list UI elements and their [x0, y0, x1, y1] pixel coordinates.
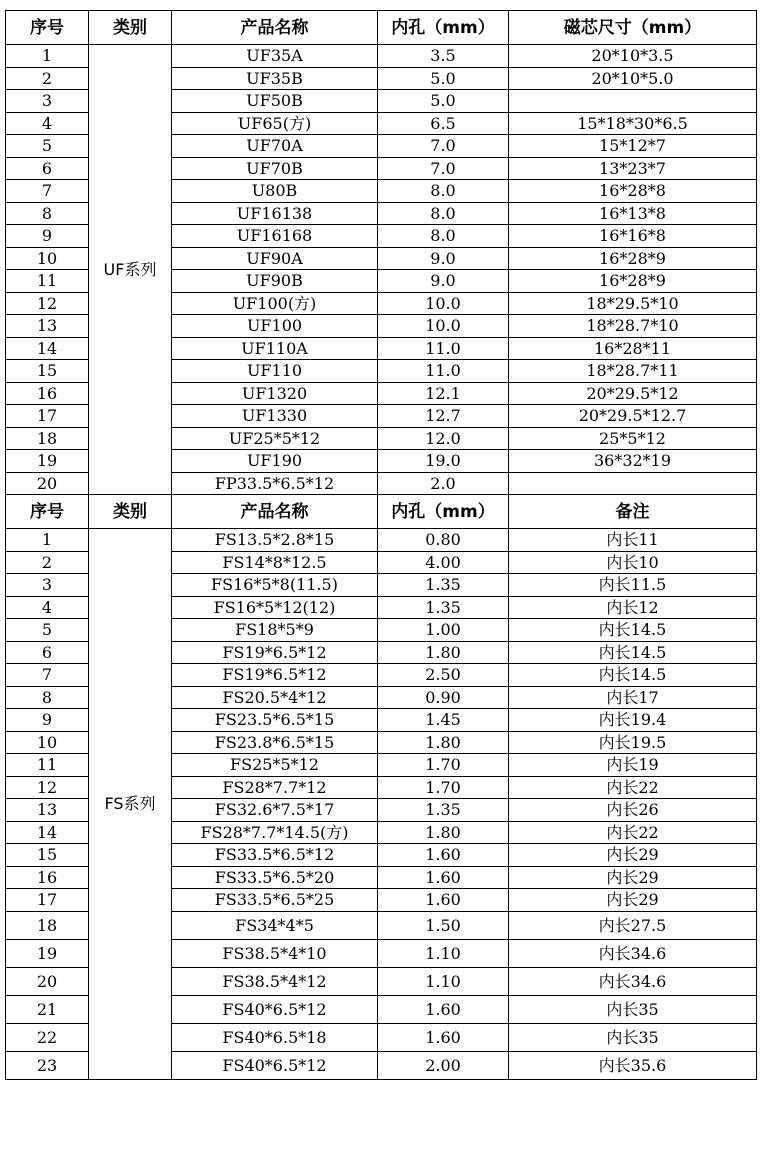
row-number-cell: 1	[6, 45, 89, 68]
bore-cell: 1.35	[378, 799, 509, 822]
product-name-cell: FS14*8*12.5	[172, 552, 378, 574]
row-number-cell: 2	[6, 68, 89, 90]
row-number-cell: 14	[6, 338, 89, 360]
product-name-cell: UF65(方)	[172, 113, 378, 135]
row-number-cell: 8	[6, 687, 89, 709]
extra-cell: 内长34.6	[509, 940, 757, 968]
column-header: 序号	[6, 11, 89, 45]
bore-cell: 1.60	[378, 844, 509, 867]
row-number-cell: 10	[6, 732, 89, 754]
row-number-cell: 6	[6, 158, 89, 180]
product-name-cell: FS32.6*7.5*17	[172, 799, 378, 822]
row-number-cell: 7	[6, 180, 89, 203]
bore-cell: 5.0	[378, 68, 509, 90]
bore-cell: 2.50	[378, 664, 509, 687]
row-number-cell: 18	[6, 428, 89, 450]
column-header: 类别	[89, 495, 172, 529]
product-name-cell: FS33.5*6.5*12	[172, 844, 378, 867]
product-name-cell: FS19*6.5*12	[172, 664, 378, 687]
product-name-cell: FS38.5*4*12	[172, 968, 378, 996]
product-name-cell: UF35A	[172, 45, 378, 68]
product-name-cell: FS19*6.5*12	[172, 642, 378, 664]
column-header: 产品名称	[172, 11, 378, 45]
bore-cell: 3.5	[378, 45, 509, 68]
extra-cell: 16*28*9	[509, 248, 757, 270]
extra-cell: 内长29	[509, 889, 757, 912]
extra-cell: 内长17	[509, 687, 757, 709]
bore-cell: 4.00	[378, 552, 509, 574]
bore-cell: 1.80	[378, 822, 509, 844]
extra-cell: 内长27.5	[509, 912, 757, 940]
bore-cell: 7.0	[378, 158, 509, 180]
bore-cell: 7.0	[378, 135, 509, 158]
extra-cell: 内长22	[509, 777, 757, 799]
row-number-cell: 5	[6, 619, 89, 642]
extra-cell: 内长35	[509, 996, 757, 1024]
extra-cell: 内长29	[509, 867, 757, 889]
header-row	[6, 495, 757, 529]
bore-cell: 0.90	[378, 687, 509, 709]
product-name-cell: FS33.5*6.5*20	[172, 867, 378, 889]
row-number-cell: 3	[6, 90, 89, 113]
table-row	[6, 529, 757, 552]
row-number-cell: 16	[6, 383, 89, 405]
product-name-cell: FS40*6.5*12	[172, 996, 378, 1024]
extra-cell: 20*29.5*12.7	[509, 405, 757, 428]
row-number-cell: 2	[6, 552, 89, 574]
bore-cell: 9.0	[378, 270, 509, 293]
row-number-cell: 6	[6, 642, 89, 664]
row-number-cell: 9	[6, 709, 89, 732]
column-header: 备注	[509, 495, 757, 529]
product-name-cell: UF90B	[172, 270, 378, 293]
extra-cell: 内长35	[509, 1024, 757, 1052]
row-number-cell: 15	[6, 360, 89, 383]
bore-cell: 0.80	[378, 529, 509, 552]
product-name-cell: UF70A	[172, 135, 378, 158]
extra-cell: 15*12*7	[509, 135, 757, 158]
product-name-cell: UF100(方)	[172, 293, 378, 315]
bore-cell: 1.60	[378, 867, 509, 889]
product-name-cell: FS13.5*2.8*15	[172, 529, 378, 552]
bore-cell: 8.0	[378, 225, 509, 248]
row-number-cell: 9	[6, 225, 89, 248]
extra-cell: 内长11	[509, 529, 757, 552]
bore-cell: 1.50	[378, 912, 509, 940]
product-name-cell: UF70B	[172, 158, 378, 180]
extra-cell: 16*28*11	[509, 338, 757, 360]
category-cell: FS系列	[89, 529, 172, 1080]
product-name-cell: UF100	[172, 315, 378, 338]
bore-cell: 1.60	[378, 996, 509, 1024]
extra-cell: 内长19.4	[509, 709, 757, 732]
product-name-cell: UF16168	[172, 225, 378, 248]
extra-cell: 18*29.5*10	[509, 293, 757, 315]
product-name-cell: FP33.5*6.5*12	[172, 473, 378, 495]
extra-cell: 内长14.5	[509, 664, 757, 687]
row-number-cell: 17	[6, 889, 89, 912]
row-number-cell: 12	[6, 777, 89, 799]
bore-cell: 12.1	[378, 383, 509, 405]
bore-cell: 8.0	[378, 203, 509, 225]
product-name-cell: FS28*7.7*14.5(方)	[172, 822, 378, 844]
row-number-cell: 22	[6, 1024, 89, 1052]
bore-cell: 1.35	[378, 597, 509, 619]
row-number-cell: 17	[6, 405, 89, 428]
bore-cell: 6.5	[378, 113, 509, 135]
extra-cell: 36*32*19	[509, 450, 757, 473]
product-name-cell: UF110	[172, 360, 378, 383]
row-number-cell: 11	[6, 754, 89, 777]
bore-cell: 1.00	[378, 619, 509, 642]
row-number-cell: 23	[6, 1052, 89, 1080]
bore-cell: 10.0	[378, 293, 509, 315]
bore-cell: 12.7	[378, 405, 509, 428]
extra-cell: 内长22	[509, 822, 757, 844]
column-header: 产品名称	[172, 495, 378, 529]
category-cell: UF系列	[89, 45, 172, 495]
bore-cell: 2.0	[378, 473, 509, 495]
column-header: 类别	[89, 11, 172, 45]
product-name-cell: FS20.5*4*12	[172, 687, 378, 709]
bore-cell: 11.0	[378, 338, 509, 360]
extra-cell	[509, 90, 757, 113]
product-name-cell: U80B	[172, 180, 378, 203]
product-name-cell: FS40*6.5*18	[172, 1024, 378, 1052]
extra-cell: 内长34.6	[509, 968, 757, 996]
product-name-cell: UF90A	[172, 248, 378, 270]
bore-cell: 5.0	[378, 90, 509, 113]
extra-cell: 20*10*3.5	[509, 45, 757, 68]
row-number-cell: 13	[6, 799, 89, 822]
extra-cell: 内长11.5	[509, 574, 757, 597]
row-number-cell: 13	[6, 315, 89, 338]
extra-cell: 内长14.5	[509, 619, 757, 642]
extra-cell: 内长19	[509, 754, 757, 777]
row-number-cell: 5	[6, 135, 89, 158]
extra-cell: 20*10*5.0	[509, 68, 757, 90]
product-name-cell: UF110A	[172, 338, 378, 360]
product-name-cell: UF190	[172, 450, 378, 473]
table-row	[6, 45, 757, 68]
extra-cell: 16*28*9	[509, 270, 757, 293]
product-name-cell: FS34*4*5	[172, 912, 378, 940]
row-number-cell: 11	[6, 270, 89, 293]
column-header: 序号	[6, 495, 89, 529]
product-name-cell: FS23.5*6.5*15	[172, 709, 378, 732]
bore-cell: 1.70	[378, 754, 509, 777]
product-table	[5, 10, 757, 1080]
row-number-cell: 4	[6, 597, 89, 619]
product-name-cell: UF16138	[172, 203, 378, 225]
product-name-cell: FS40*6.5*12	[172, 1052, 378, 1080]
bore-cell: 12.0	[378, 428, 509, 450]
extra-cell: 内长29	[509, 844, 757, 867]
bore-cell: 1.80	[378, 732, 509, 754]
extra-cell: 13*23*7	[509, 158, 757, 180]
bore-cell: 10.0	[378, 315, 509, 338]
bore-cell: 1.35	[378, 574, 509, 597]
extra-cell: 内长19.5	[509, 732, 757, 754]
row-number-cell: 14	[6, 822, 89, 844]
extra-cell: 18*28.7*10	[509, 315, 757, 338]
row-number-cell: 19	[6, 940, 89, 968]
extra-cell: 25*5*12	[509, 428, 757, 450]
row-number-cell: 15	[6, 844, 89, 867]
column-header: 磁芯尺寸（mm）	[509, 11, 757, 45]
header-row	[6, 11, 757, 45]
row-number-cell: 10	[6, 248, 89, 270]
row-number-cell: 16	[6, 867, 89, 889]
row-number-cell: 8	[6, 203, 89, 225]
bore-cell: 1.80	[378, 642, 509, 664]
bore-cell: 19.0	[378, 450, 509, 473]
bore-cell: 11.0	[378, 360, 509, 383]
extra-cell: 16*16*8	[509, 225, 757, 248]
product-name-cell: UF1320	[172, 383, 378, 405]
extra-cell: 内长35.6	[509, 1052, 757, 1080]
extra-cell	[509, 473, 757, 495]
product-name-cell: UF50B	[172, 90, 378, 113]
row-number-cell: 20	[6, 968, 89, 996]
bore-cell: 1.70	[378, 777, 509, 799]
product-name-cell: FS38.5*4*10	[172, 940, 378, 968]
bore-cell: 1.10	[378, 940, 509, 968]
extra-cell: 20*29.5*12	[509, 383, 757, 405]
row-number-cell: 20	[6, 473, 89, 495]
bore-cell: 1.60	[378, 1024, 509, 1052]
extra-cell: 16*28*8	[509, 180, 757, 203]
extra-cell: 18*28.7*11	[509, 360, 757, 383]
product-name-cell: FS25*5*12	[172, 754, 378, 777]
bore-cell: 2.00	[378, 1052, 509, 1080]
product-name-cell: UF35B	[172, 68, 378, 90]
product-name-cell: FS18*5*9	[172, 619, 378, 642]
extra-cell: 内长14.5	[509, 642, 757, 664]
product-name-cell: UF25*5*12	[172, 428, 378, 450]
extra-cell: 内长12	[509, 597, 757, 619]
bore-cell: 1.45	[378, 709, 509, 732]
row-number-cell: 19	[6, 450, 89, 473]
product-name-cell: FS16*5*12(12)	[172, 597, 378, 619]
extra-cell: 16*13*8	[509, 203, 757, 225]
row-number-cell: 4	[6, 113, 89, 135]
row-number-cell: 7	[6, 664, 89, 687]
bore-cell: 8.0	[378, 180, 509, 203]
bore-cell: 9.0	[378, 248, 509, 270]
extra-cell: 内长10	[509, 552, 757, 574]
product-name-cell: UF1330	[172, 405, 378, 428]
product-name-cell: FS16*5*8(11.5)	[172, 574, 378, 597]
row-number-cell: 1	[6, 529, 89, 552]
column-header: 内孔（mm）	[378, 11, 509, 45]
row-number-cell: 12	[6, 293, 89, 315]
row-number-cell: 21	[6, 996, 89, 1024]
extra-cell: 15*18*30*6.5	[509, 113, 757, 135]
bore-cell: 1.60	[378, 889, 509, 912]
row-number-cell: 18	[6, 912, 89, 940]
row-number-cell: 3	[6, 574, 89, 597]
bore-cell: 1.10	[378, 968, 509, 996]
extra-cell: 内长26	[509, 799, 757, 822]
product-name-cell: FS28*7.7*12	[172, 777, 378, 799]
column-header: 内孔（mm）	[378, 495, 509, 529]
product-name-cell: FS33.5*6.5*25	[172, 889, 378, 912]
product-name-cell: FS23.8*6.5*15	[172, 732, 378, 754]
